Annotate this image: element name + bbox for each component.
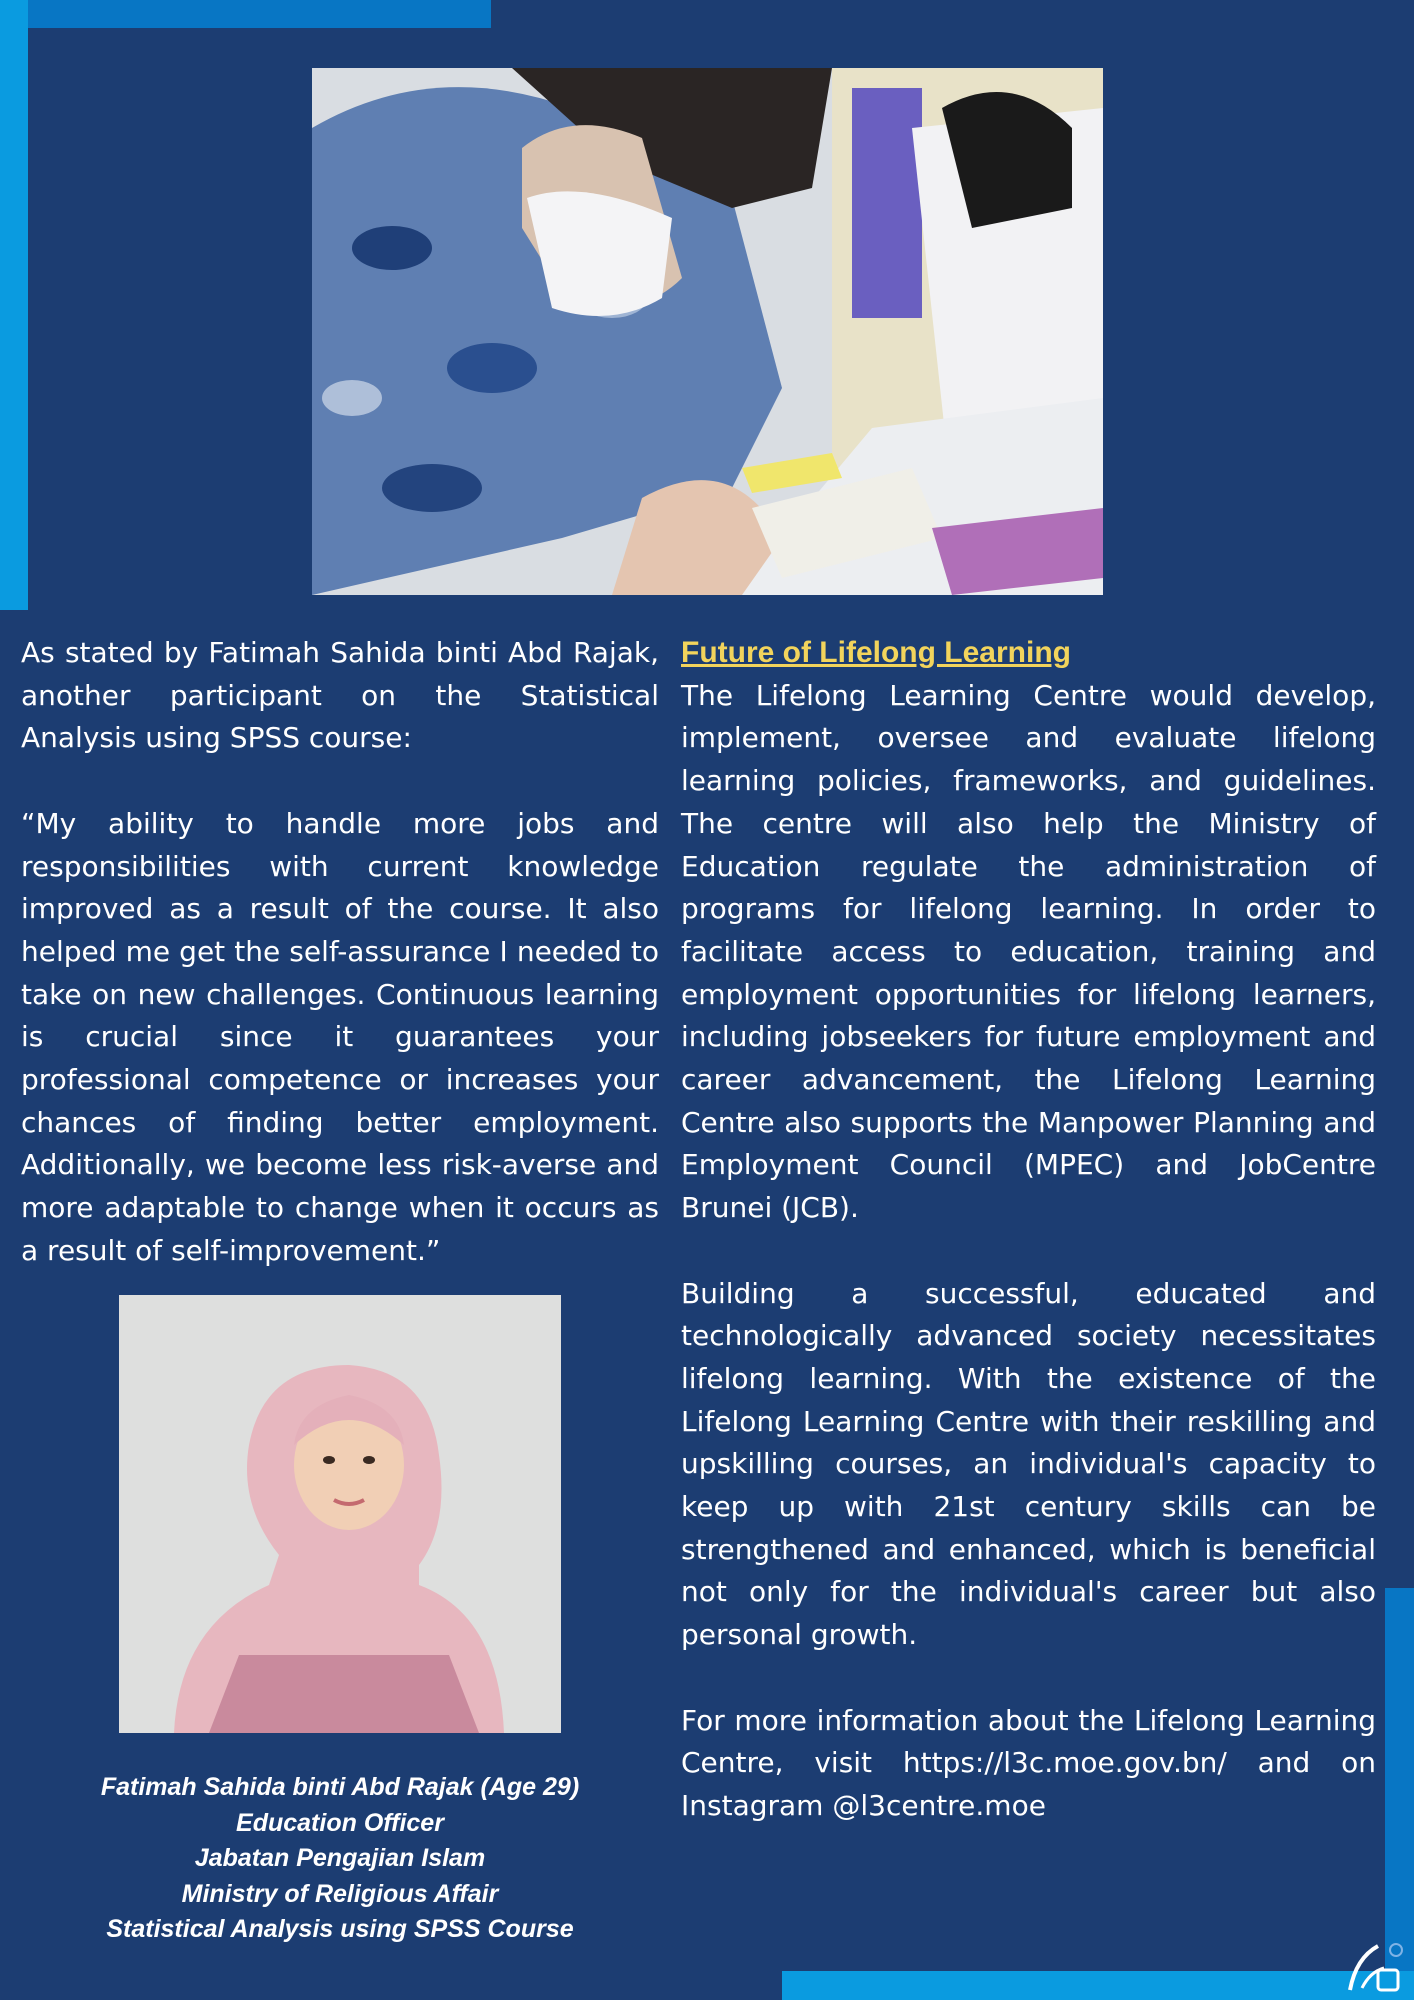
article-paragraph-2: Building a successful, educated and technologically advanced society necessitates lifelong learning. With the existence of the Lifelong Learning Centre with their reskilling and upskilling courses, an individual's capacity to keep up with 21st century skills can be strengthened and enhanced, which is beneficial not only for the individual's career but also personal growth. [681,1276,1376,1652]
portrait-photo [119,1295,561,1733]
caption-name: Fatimah Sahida binti Abd Rajak (Age 29) [100,1773,580,1801]
decorative-bar-bottom [782,1971,1414,2000]
article-paragraph-1: The Lifelong Learning Centre would develop, implement, oversee and evaluate lifelong learning policies, frameworks, and guidelines. The centre will also help the Ministry of Education regulate the administration of programs for lifelong learning. In order to facilitate access to education, training and employment opportunities for lifelong learners, including jobseekers for future employment and career advancement, the Lifelong Learning Centre also supports the Manpower Planning and Employment Council (MPEC) and JobCentre Brunei (JCB). [681,678,1376,1225]
caption-course: Statistical Analysis using SPSS Course [106,1915,574,1943]
decorative-bar-top [0,0,491,28]
article-column [681,632,1376,1828]
article-paragraph-3: For more information about the Lifelong Learning Centre, visit https://l3c.moe.gov.bn/ and on Instagram @l3centre.moe [681,1703,1376,1822]
caption-ministry: Ministry of Religious Affair [181,1879,499,1908]
testimonial-column [21,632,659,1273]
portrait-caption [60,1770,620,1948]
l3c-logo-icon [1344,1938,1404,1994]
section-heading: Future of Lifelong Learning [681,636,1071,669]
decorative-bar-left [0,0,28,610]
testimonial-intro: As stated by Fatimah Sahida binti Abd Rajak, another participant on the Statistical Analysis using SPSS course: [21,636,659,755]
caption-role: Education Officer [236,1808,444,1837]
testimonial-quote: “My ability to handle more jobs and responsibilities with current knowledge improved as a result of the course. It also helped me get the self-assurance I needed to take on new challenges. Continuous learning is crucial since it guarantees your professional competence or increases your chances of finding better employment. Additionally, we become less risk-averse and more adaptable to change when it occurs as a result of self-improvement.” [21,806,659,1267]
participant-photo [312,68,1103,595]
caption-department: Jabatan Pengajian Islam [194,1844,486,1872]
